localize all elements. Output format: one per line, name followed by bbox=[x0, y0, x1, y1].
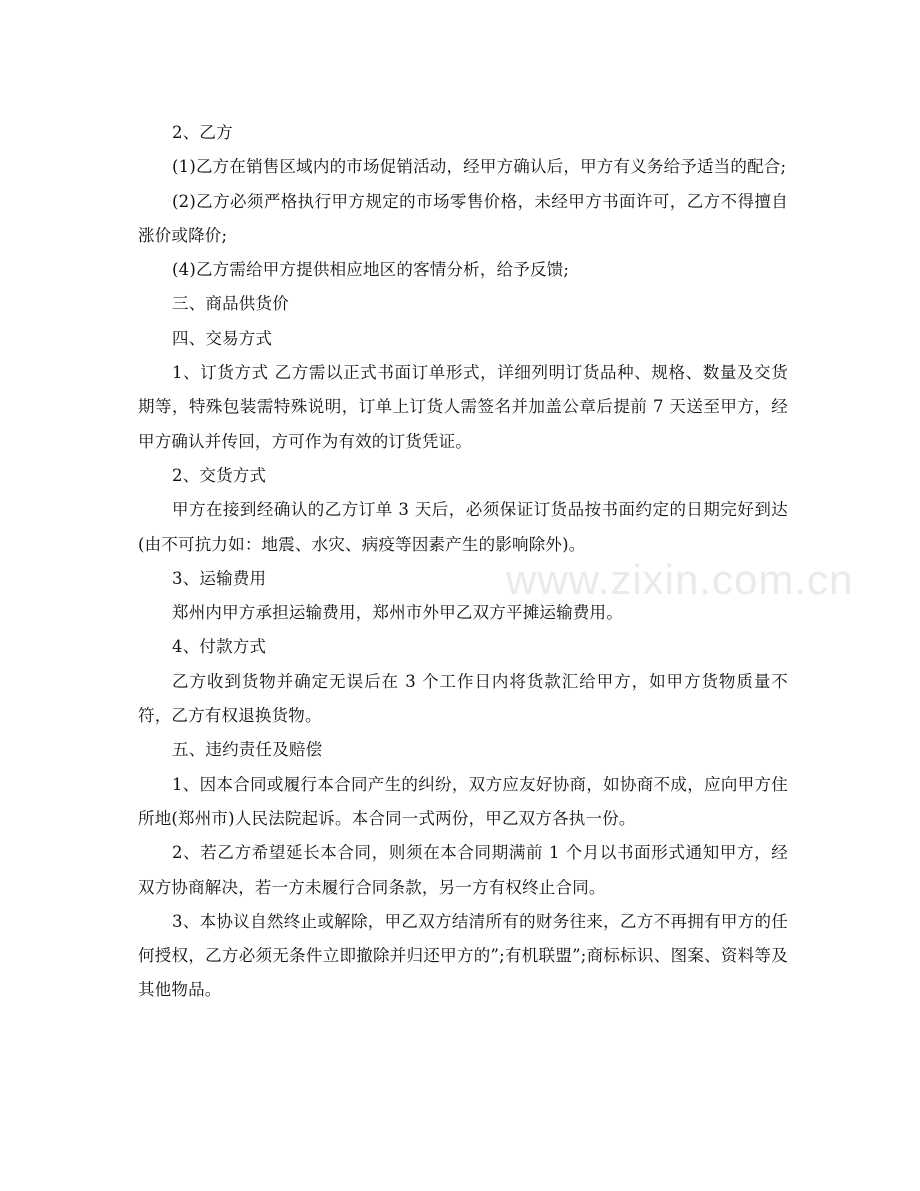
section-heading-liability: 五、违约责任及赔偿 bbox=[172, 740, 323, 760]
clause-payment-method: 乙方收到货物并确定无误后在 3 个工作日内将货款汇给甲方，如甲方货物质量不符，乙方有权退换货物。 bbox=[138, 671, 788, 726]
heading-transport-cost: 3、运输费用 bbox=[172, 568, 267, 588]
clause-b-4: (4)乙方需给甲方提供相应地区的客情分析，给予反馈; bbox=[172, 260, 570, 280]
document-body bbox=[138, 116, 788, 1008]
section-heading-trade-method: 四、交易方式 bbox=[172, 328, 273, 348]
clause-liability-2: 2、若乙方希望延长本合同，则须在本合同期满前 1 个月以书面形式通知甲方，经双方协商解决，若一方未履行合同条款，另一方有权终止合同。 bbox=[138, 843, 788, 897]
clause-liability-1: 1、因本合同或履行本合同产生的纠纷，双方应友好协商，如协商不成，应向甲方住所地(郑州市)人民法院起诉。本合同一式两份，甲乙双方各执一份。 bbox=[138, 774, 788, 828]
clause-b-2: (2)乙方必须严格执行甲方规定的市场零售价格，未经甲方书面许可，乙方不得擅自涨价或降价; bbox=[138, 191, 788, 245]
clause-b-1: (1)乙方在销售区域内的市场促销活动，经甲方确认后，甲方有义务给予适当的配合; bbox=[172, 157, 787, 177]
section-heading-supply-price: 三、商品供货价 bbox=[172, 294, 289, 314]
clause-liability-3: 3、本协议自然终止或解除，甲乙双方结清所有的财务往来，乙方不再拥有甲方的任何授权，乙方必须无条件立即撤除并归还甲方的”;有机联盟”;商标标识、图案、资料等及其他物品。 bbox=[138, 911, 788, 1000]
clause-delivery-method: 甲方在接到经确认的乙方订单 3 天后，必须保证订货品按书面约定的日期完好到达(由不可抗力如：地震、水灾、病疫等因素产生的影响除外)。 bbox=[138, 500, 788, 554]
clause-ordering-method: 1、订货方式 乙方需以正式书面订单形式，详细列明订货品种、规格、数量及交货期等，特殊包装需特殊说明，订单上订货人需签名并加盖公章后提前 7 天送至甲方，经甲方确认并传回，方可作为有效的订货凭证。 bbox=[138, 363, 788, 451]
watermark: www.zixin.com.cn bbox=[506, 556, 854, 603]
heading-delivery-method: 2、交货方式 bbox=[172, 465, 267, 485]
clause-transport-cost: 郑州内甲方承担运输费用，郑州市外甲乙双方平摊运输费用。 bbox=[172, 603, 623, 623]
heading-party-b: 2、乙方 bbox=[172, 123, 233, 142]
heading-payment-method: 4、付款方式 bbox=[172, 637, 267, 657]
